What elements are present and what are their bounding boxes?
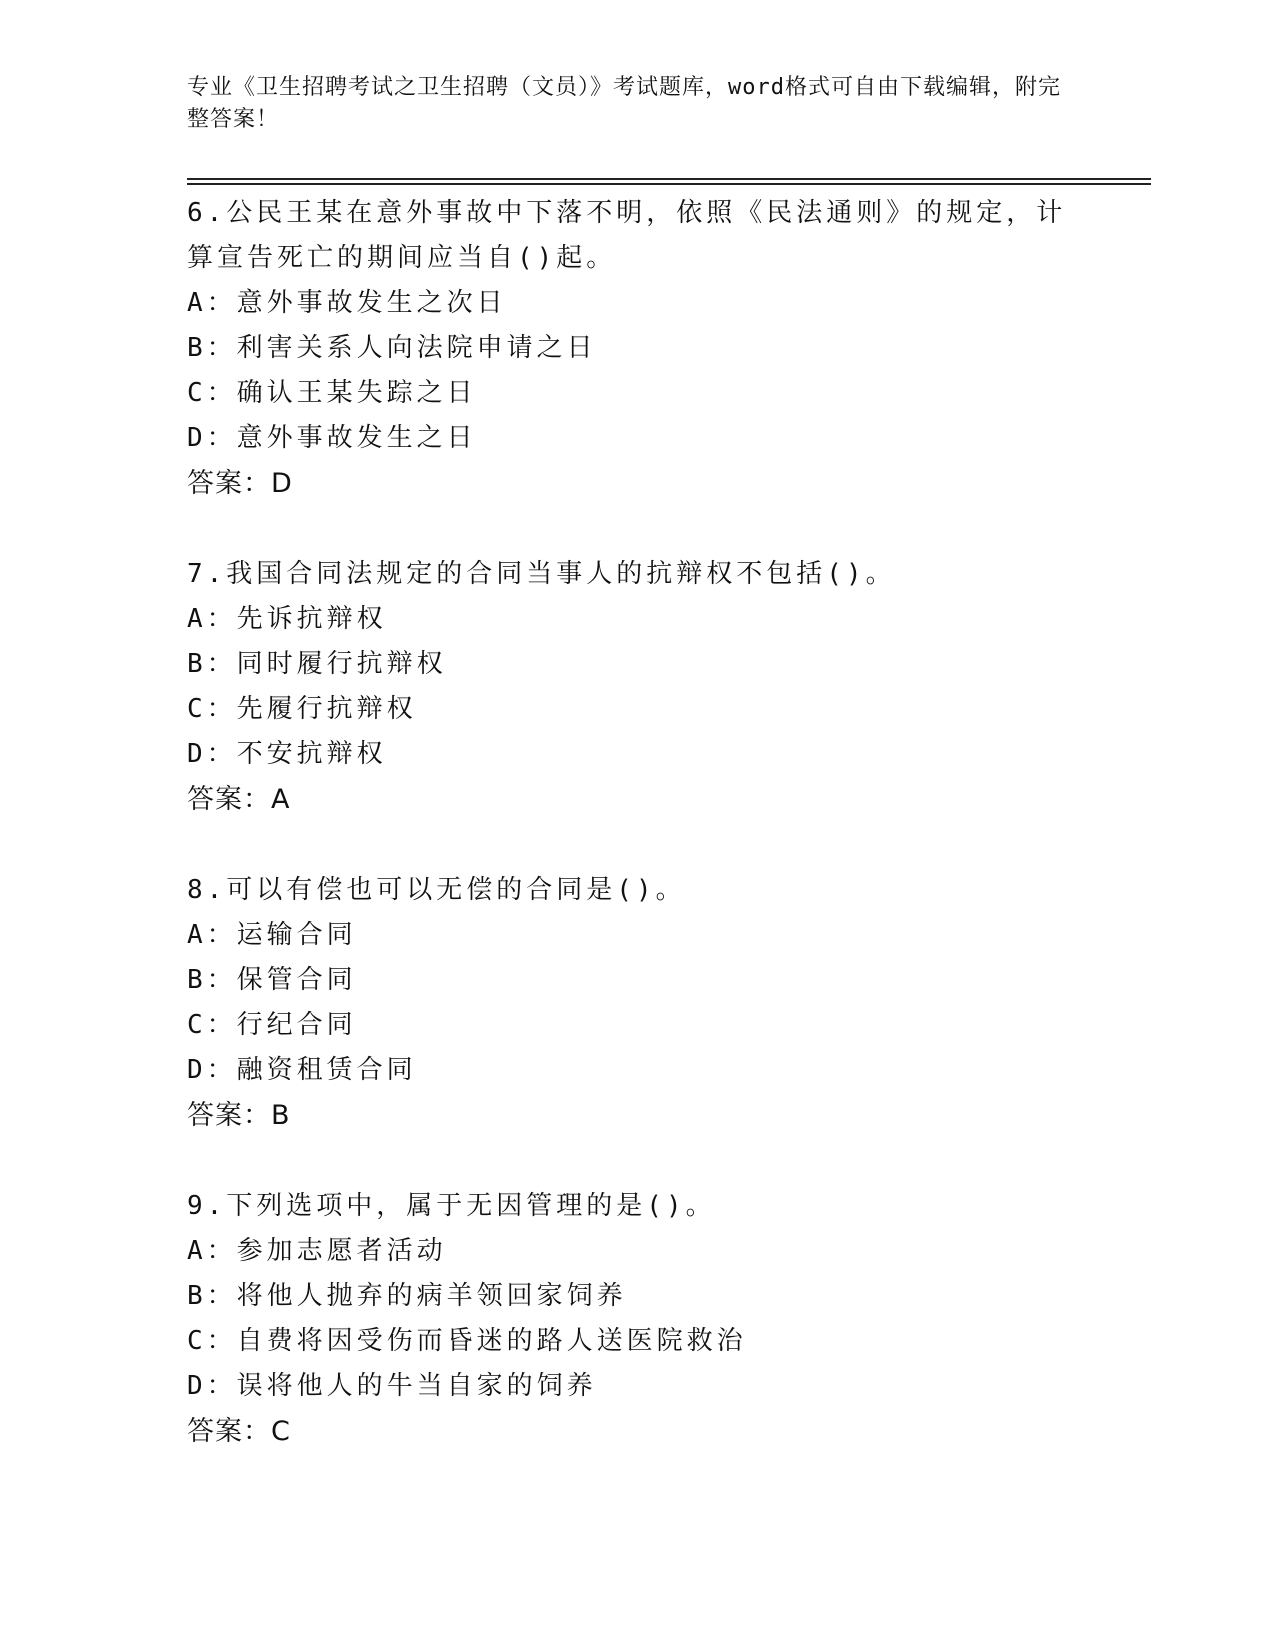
option-c: C：先履行抗辩权 <box>187 694 417 724</box>
option-b: B：同时履行抗辩权 <box>187 649 447 679</box>
question-text: 7.我国合同法规定的合同当事人的抗辩权不包括()。 <box>187 559 896 589</box>
option-c: C：自费将因受伤而昏迷的路人送医院救治 <box>187 1326 747 1356</box>
option-d: D：误将他人的牛当自家的饲养 <box>187 1371 597 1401</box>
question-text: 9.下列选项中，属于无因管理的是()。 <box>187 1191 716 1221</box>
option-c: C：行纪合同 <box>187 1010 357 1040</box>
option-b: B：保管合同 <box>187 965 357 995</box>
question-text: 8.可以有偿也可以无偿的合同是()。 <box>187 875 686 905</box>
option-a: A：意外事故发生之次日 <box>187 288 507 318</box>
option-b: B：将他人抛弃的病羊领回家饲养 <box>187 1281 627 1311</box>
document-header: 专业《卫生招聘考试之卫生招聘（文员）》考试题库，word格式可自由下载编辑，附完整答案！ <box>187 75 1061 132</box>
option-b: B：利害关系人向法院申请之日 <box>187 333 597 363</box>
question-list <box>187 191 1087 1455</box>
answer: 答案：C <box>187 1416 291 1447</box>
question-7 <box>187 552 1087 823</box>
option-d: D：意外事故发生之日 <box>187 423 477 453</box>
question-9 <box>187 1184 1087 1455</box>
answer: 答案：B <box>187 1100 291 1131</box>
question-6 <box>187 191 1087 507</box>
option-a: A：参加志愿者活动 <box>187 1236 447 1266</box>
header-divider-top <box>187 178 1151 180</box>
header-divider-bottom <box>187 183 1151 185</box>
option-a: A：运输合同 <box>187 920 357 950</box>
question-text: 6.公民王某在意外事故中下落不明，依照《民法通则》的规定，计算宣告死亡的期间应当自()起。 <box>187 198 1067 273</box>
answer: 答案：D <box>187 468 293 499</box>
option-c: C：确认王某失踪之日 <box>187 378 477 408</box>
question-8 <box>187 868 1087 1139</box>
answer: 答案：A <box>187 784 291 815</box>
option-a: A：先诉抗辩权 <box>187 604 387 634</box>
option-d: D：融资租赁合同 <box>187 1055 417 1085</box>
option-d: D：不安抗辩权 <box>187 739 387 769</box>
